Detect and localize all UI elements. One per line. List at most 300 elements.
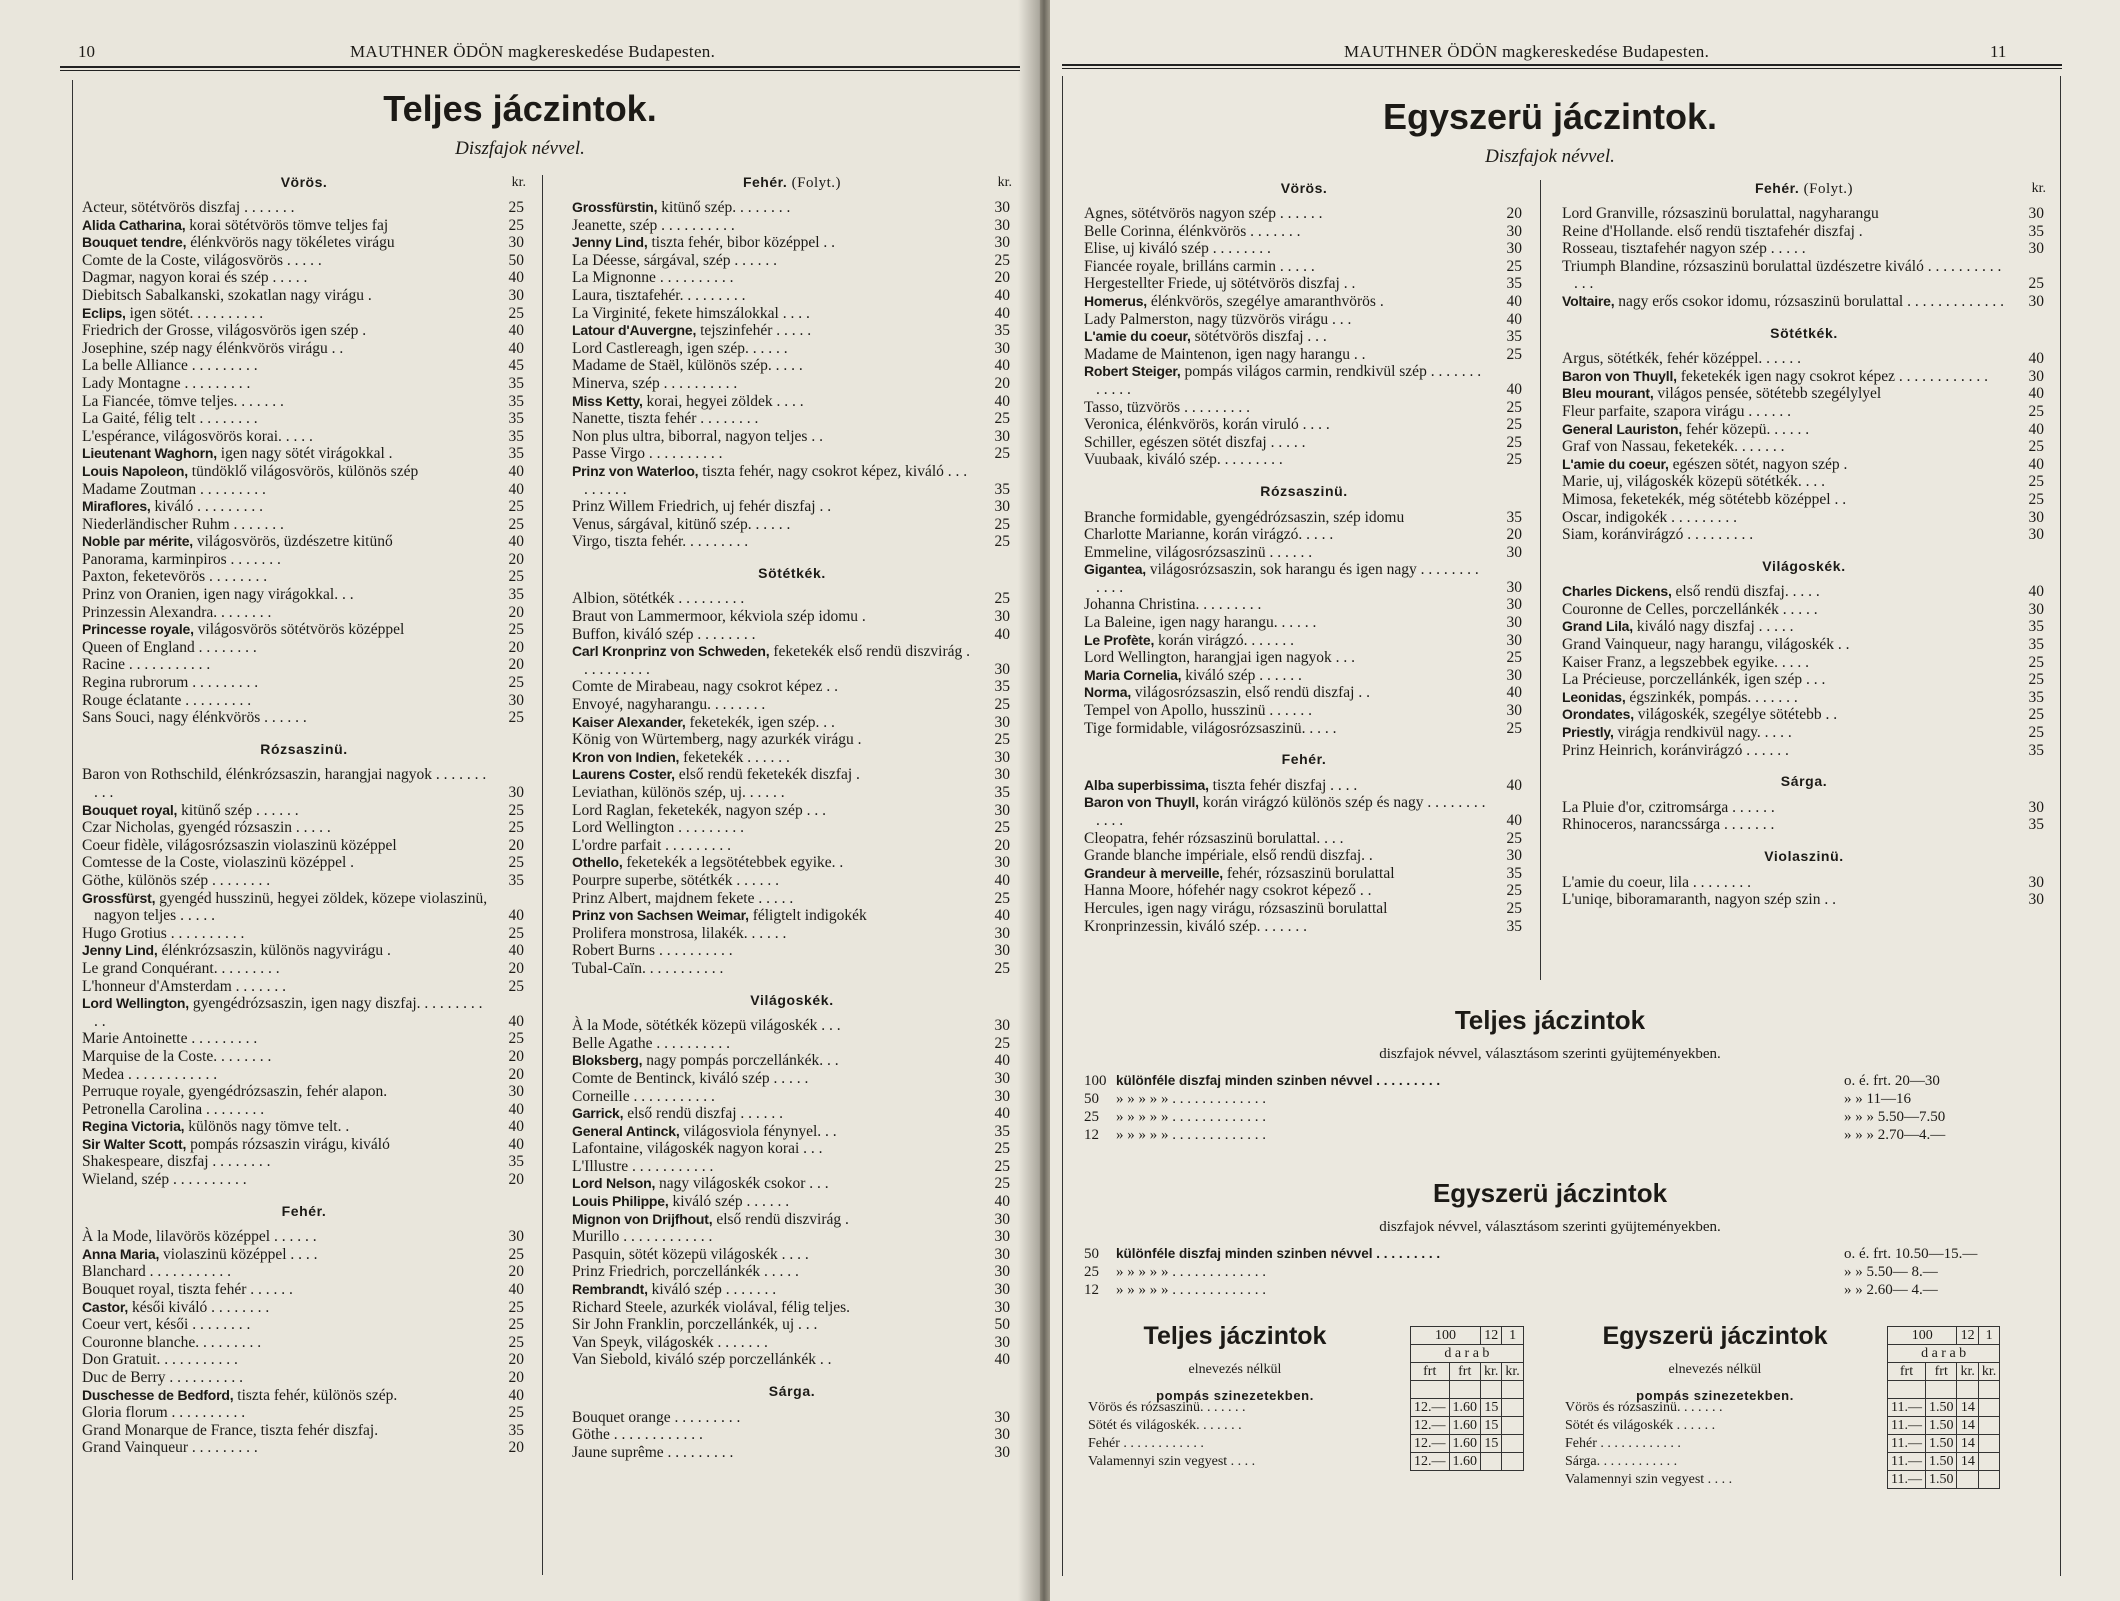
variety-description: Prinzessin Alexandra. . . . . . . . bbox=[82, 603, 272, 621]
variety-description: kiváló . . . . . . . . . bbox=[150, 498, 263, 516]
variety-price: 30 bbox=[1506, 847, 1522, 865]
collection-text: » » » » » . . . . . . . . . . . . . bbox=[1116, 1109, 1266, 1125]
variety-description: Oscar, indigokék . . . . . . . . . bbox=[1562, 508, 1738, 526]
variety-price: 40 bbox=[2028, 385, 2044, 403]
left-border-rule bbox=[72, 80, 73, 1580]
variety-description: Triumph Blandine, rózsaszinü borulattal üzdészetre kiváló . . . . . . . . . . . . . bbox=[1562, 257, 2002, 293]
section-header: Violaszinü. bbox=[1764, 848, 1844, 864]
variety-price: 30 bbox=[994, 1408, 1010, 1426]
variety-price: 30 bbox=[994, 1087, 1010, 1105]
list-item bbox=[572, 714, 1012, 732]
list-item bbox=[1084, 416, 1524, 434]
variety-description: Emmeline, világosrózsaszinü . . . . . . bbox=[1084, 543, 1313, 561]
collection-qty: 100 bbox=[1084, 1073, 1107, 1089]
variety-price: 25 bbox=[508, 1298, 524, 1316]
variety-price: 35 bbox=[994, 784, 1010, 801]
column-header-label: Vörös. bbox=[1280, 180, 1328, 196]
table-unit: kr. bbox=[1957, 1363, 1978, 1381]
list-item bbox=[1562, 223, 2046, 241]
list-item bbox=[82, 533, 526, 551]
variety-description: Wieland, szép . . . . . . . . . . bbox=[82, 1171, 247, 1189]
variety-description: Baron von Rothschild, élénkrózsaszin, harangjai nagyok . . . . . . . . . . bbox=[82, 766, 487, 801]
variety-description: La belle Alliance . . . . . . . . . bbox=[82, 357, 258, 375]
list-item bbox=[572, 854, 1012, 872]
section-header: Fehér. bbox=[1281, 751, 1327, 768]
variety-price: 25 bbox=[1506, 649, 1522, 667]
column-header bbox=[1084, 180, 1524, 199]
variety-description: Sir John Franklin, porczellánkék, uj . . . bbox=[572, 1316, 818, 1334]
right-column-2 bbox=[1562, 180, 2046, 909]
list-item bbox=[1084, 293, 1524, 311]
header-rule bbox=[1062, 64, 2062, 66]
variety-description: Rhinoceros, narancssárga . . . . . . . bbox=[1562, 816, 1775, 834]
variety-description: Fiancée royale, brilláns carmin . . . . . bbox=[1084, 257, 1315, 275]
variety-description: Buffon, kiváló szép . . . . . . . . bbox=[572, 625, 756, 643]
variety-price: 25 bbox=[508, 515, 524, 533]
section-header: Sötétkék. bbox=[758, 564, 826, 581]
variety-description: Lord Granville, rózsaszinü borulattal, nagyharangu bbox=[1562, 205, 1879, 222]
list-item bbox=[572, 1052, 1012, 1070]
variety-description: Elise, uj kiváló szép . . . . . . . . bbox=[1084, 240, 1271, 258]
variety-price: 30 bbox=[2028, 891, 2044, 909]
variety-description: különös nagy tömve telt. . bbox=[184, 1118, 350, 1136]
variety-name: Regina Victoria, bbox=[82, 1118, 185, 1135]
variety-price: 25 bbox=[994, 731, 1010, 749]
table-row bbox=[1562, 1417, 2000, 1435]
variety-price: 30 bbox=[994, 942, 1010, 960]
right-page bbox=[1050, 0, 2120, 1601]
variety-description: világosrózsaszin, első rendü diszfaj . . bbox=[1131, 684, 1370, 702]
variety-price: 20 bbox=[508, 1369, 524, 1386]
variety-description: Madame Zoutman . . . . . . . . . bbox=[82, 480, 266, 498]
variety-name: Prinz von Sachsen Weimar, bbox=[572, 907, 749, 924]
price-cell-empty bbox=[1502, 1417, 1523, 1435]
table-head-unit: d a r a b bbox=[1411, 1345, 1524, 1363]
column-header-suffix: (Folyt.) bbox=[791, 175, 842, 191]
variety-description: első rendü diszvirág . bbox=[712, 1210, 849, 1228]
variety-name: Baron von Thuyll, bbox=[1562, 367, 1677, 384]
list-item bbox=[82, 854, 526, 872]
variety-description: Pasquin, sötét közepü világoskék . . . . bbox=[572, 1245, 809, 1263]
list-item bbox=[1084, 667, 1524, 685]
variety-name: Princesse royale, bbox=[82, 621, 194, 638]
variety-description: Passe Virgo . . . . . . . . . . bbox=[572, 445, 723, 463]
variety-name: Voltaire, bbox=[1562, 292, 1615, 309]
variety-description: Johanna Christina. . . . . . . . . bbox=[1084, 596, 1262, 614]
column-divider bbox=[1540, 180, 1541, 980]
variety-name: Leonidas, bbox=[1562, 688, 1626, 705]
variety-price: 30 bbox=[994, 1210, 1010, 1228]
variety-name: Jenny Lind, bbox=[572, 234, 648, 251]
column-header-label: Fehér. (Folyt.) bbox=[1754, 180, 1854, 197]
variety-name: Louis Philippe, bbox=[572, 1193, 669, 1210]
list-item bbox=[1562, 473, 2046, 491]
variety-description: Sans Souci, nagy élénkvörös . . . . . . bbox=[82, 709, 307, 727]
variety-description: igen sötét. . . . . . . . . . bbox=[125, 304, 264, 322]
row-label: Valamennyi szin vegyest . . . . bbox=[1565, 1471, 1733, 1487]
list-item bbox=[572, 1409, 1012, 1427]
variety-description: kiváló szép . . . . . . . bbox=[647, 1281, 777, 1299]
list-item bbox=[1562, 799, 2046, 817]
list-item bbox=[82, 621, 526, 639]
variety-price: 25 bbox=[994, 1157, 1010, 1175]
variety-name: Carl Kronprinz von Schweden, bbox=[572, 643, 770, 660]
list-item bbox=[1562, 618, 2046, 636]
variety-price: 20 bbox=[508, 1065, 524, 1083]
collection-price: » » 2.60— 4.— bbox=[1844, 1282, 1938, 1298]
variety-description: La Gaité, félig telt . . . . . . . . bbox=[82, 410, 258, 428]
variety-price: 30 bbox=[994, 1228, 1010, 1246]
list-item bbox=[82, 1066, 526, 1084]
list-item bbox=[82, 890, 526, 925]
variety-description: Jeanette, szép . . . . . . . . . . bbox=[572, 216, 735, 234]
variety-price: 30 bbox=[1506, 702, 1522, 720]
list-item bbox=[82, 340, 526, 358]
list-item bbox=[82, 639, 526, 657]
collection-row bbox=[1084, 1109, 2044, 1127]
variety-description: világoskék, szegélye sötétebb . . bbox=[1633, 706, 1838, 724]
variety-price: 40 bbox=[1506, 776, 1522, 794]
list-item bbox=[572, 410, 1012, 428]
list-item bbox=[82, 410, 526, 428]
list-item bbox=[1084, 918, 1524, 936]
variety-price: 35 bbox=[2028, 741, 2044, 759]
collection-price: o. é. frt. 10.50—15.— bbox=[1844, 1246, 1978, 1262]
collection-qty: 50 bbox=[1084, 1091, 1099, 1107]
list-item bbox=[1084, 240, 1524, 258]
variety-price: 40 bbox=[2028, 350, 2044, 368]
variety-name: Prinz von Waterloo, bbox=[572, 462, 699, 479]
variety-price: 30 bbox=[994, 199, 1010, 216]
variety-price: 25 bbox=[2028, 490, 2044, 508]
variety-price: 40 bbox=[994, 357, 1010, 375]
list-item bbox=[1084, 544, 1524, 562]
variety-description: Grand Vainqueur . . . . . . . . . bbox=[82, 1439, 258, 1457]
variety-description: Laura, tisztafehér. . . . . . . . . bbox=[572, 286, 746, 304]
list-item bbox=[82, 1246, 526, 1264]
variety-price: 30 bbox=[1506, 596, 1522, 614]
list-item bbox=[572, 1263, 1012, 1281]
variety-name: Mignon von Drijfhout, bbox=[572, 1210, 713, 1227]
list-item bbox=[1562, 293, 2046, 311]
variety-description: Dagmar, nagyon korai és szép . . . . . bbox=[82, 269, 308, 287]
variety-description: L'amie du coeur, lila . . . . . . . . bbox=[1562, 873, 1751, 891]
variety-description: Prinz Friedrich, porczellánkék . . . . . bbox=[572, 1263, 799, 1281]
variety-price: 30 bbox=[994, 801, 1010, 819]
variety-name: Bloksberg, bbox=[572, 1052, 643, 1069]
right-column-1 bbox=[1084, 180, 1524, 935]
header-rule-thin bbox=[1062, 68, 2062, 69]
list-item bbox=[82, 925, 526, 943]
list-item bbox=[1084, 328, 1524, 346]
list-item bbox=[82, 481, 526, 499]
collection-qty: 25 bbox=[1084, 1264, 1099, 1280]
list-item bbox=[1084, 258, 1524, 276]
variety-description: À la Mode, lilavörös középpel . . . . . . bbox=[82, 1228, 317, 1246]
variety-name: Bouquet tendre, bbox=[82, 234, 187, 251]
price-100: 11.— bbox=[1888, 1417, 1926, 1435]
variety-description: első rendü diszfaj . . . . . . bbox=[623, 1105, 784, 1123]
list-item bbox=[1562, 350, 2046, 368]
variety-price: 25 bbox=[994, 696, 1010, 714]
variety-price: 30 bbox=[994, 1298, 1010, 1316]
list-item bbox=[572, 217, 1012, 235]
list-item bbox=[572, 608, 1012, 626]
box-title: Egyszerü jáczintok bbox=[1602, 1322, 1828, 1350]
variety-price: 35 bbox=[2028, 688, 2044, 706]
price-100: 12.— bbox=[1411, 1453, 1450, 1471]
variety-price: 25 bbox=[994, 1140, 1010, 1158]
list-item bbox=[572, 533, 1012, 551]
list-item bbox=[82, 942, 526, 960]
table-head: 1 bbox=[1502, 1327, 1523, 1345]
variety-description: feketekék . . . . . . bbox=[679, 748, 790, 766]
price-100: 11.— bbox=[1888, 1471, 1926, 1489]
variety-name: Orondates, bbox=[1562, 706, 1634, 723]
page-number: 10 bbox=[78, 42, 95, 61]
column-header bbox=[572, 174, 1012, 193]
variety-description: Belle Agathe . . . . . . . . . . bbox=[572, 1034, 730, 1052]
variety-name: Robert Steiger, bbox=[1084, 363, 1181, 380]
variety-price: 20 bbox=[508, 959, 524, 977]
list-item bbox=[1084, 720, 1524, 738]
variety-description: Hugo Grotius . . . . . . . . . . bbox=[82, 924, 245, 942]
variety-price: 40 bbox=[2028, 455, 2044, 473]
variety-description: első rendü feketekék diszfaj . bbox=[674, 766, 860, 784]
list-item bbox=[1084, 900, 1524, 918]
list-item bbox=[572, 1281, 1012, 1299]
variety-price: 35 bbox=[1506, 864, 1522, 882]
column-header-label: Vörös. bbox=[280, 174, 328, 190]
list-item bbox=[1562, 205, 2046, 223]
variety-price: 40 bbox=[508, 1012, 524, 1030]
variety-description: Albion, sötétkék . . . . . . . . . bbox=[572, 590, 745, 608]
variety-price: 30 bbox=[1506, 666, 1522, 684]
list-item bbox=[1084, 526, 1524, 544]
list-item bbox=[1562, 421, 2046, 439]
list-item bbox=[1084, 794, 1524, 829]
list-item bbox=[82, 1118, 526, 1136]
running-head: MAUTHNER ÖDÖN magkereskedése Budapesten. bbox=[1344, 42, 1710, 61]
column-divider bbox=[542, 175, 543, 1575]
variety-price: 40 bbox=[508, 907, 524, 925]
price-1: 14 bbox=[1957, 1399, 1978, 1417]
price-cell-empty bbox=[1502, 1435, 1523, 1453]
list-item bbox=[82, 445, 526, 463]
variety-price: 25 bbox=[508, 1030, 524, 1048]
variety-description: L'ordre parfait . . . . . . . . . bbox=[572, 836, 732, 854]
variety-price: 25 bbox=[508, 498, 524, 516]
section-header: Sötétkék. bbox=[1770, 324, 1838, 341]
variety-price: 30 bbox=[2028, 798, 2044, 816]
list-item bbox=[82, 393, 526, 411]
variety-description: korai sötétvörös tömve teljes faj bbox=[185, 216, 389, 234]
variety-description: Belle Corinna, élénkvörös . . . . . . . bbox=[1084, 222, 1301, 240]
list-item bbox=[1084, 346, 1524, 364]
box-subtitle-bold: pompás szinezetekben. bbox=[1156, 1388, 1314, 1403]
price-100: 11.— bbox=[1888, 1453, 1926, 1471]
list-item bbox=[1084, 509, 1524, 527]
left-column-1 bbox=[82, 174, 526, 1457]
variety-price: 30 bbox=[508, 691, 524, 709]
variety-price: 25 bbox=[2028, 724, 2044, 742]
variety-price: 20 bbox=[1506, 526, 1522, 544]
row-label: Vörös és rózsaszinü. . . . . . . bbox=[1565, 1399, 1723, 1415]
variety-price: 20 bbox=[508, 1439, 524, 1457]
table-unit: kr. bbox=[1978, 1363, 1999, 1381]
column-header bbox=[1562, 180, 2046, 199]
variety-price: 25 bbox=[994, 445, 1010, 463]
list-item bbox=[572, 1246, 1012, 1264]
price-1: 15 bbox=[1481, 1417, 1502, 1435]
list-item bbox=[572, 590, 1012, 608]
variety-price: 20 bbox=[508, 550, 524, 568]
list-item bbox=[572, 696, 1012, 714]
collection-price: o. é. frt. 20—30 bbox=[1844, 1073, 1940, 1089]
list-item bbox=[1084, 363, 1524, 398]
variety-description: világosrózsaszin, sok harangu és igen nagy . . . . . . . . . . . . bbox=[1096, 561, 1479, 596]
list-item bbox=[1084, 399, 1524, 417]
list-item bbox=[82, 586, 526, 604]
list-item bbox=[572, 305, 1012, 323]
variety-description: Robert Burns . . . . . . . . . . bbox=[572, 942, 733, 960]
variety-description: L'espérance, világosvörös korai. . . . . bbox=[82, 427, 313, 445]
variety-description: egészen sötét, nagyon szép . bbox=[1668, 455, 1848, 473]
column-header bbox=[82, 174, 526, 193]
variety-description: Friedrich der Grosse, világosvörös igen szép . bbox=[82, 322, 367, 340]
variety-description: Comte de Mirabeau, nagy csokrot képez . . bbox=[572, 678, 838, 696]
list-item bbox=[572, 1017, 1012, 1035]
list-item bbox=[82, 357, 526, 375]
list-item bbox=[572, 234, 1012, 252]
variety-description: Charlotte Marianne, korán virágzó. . . . . bbox=[1084, 526, 1334, 544]
variety-description: Rosseau, tisztafehér nagyon szép . . . . . bbox=[1562, 240, 1806, 258]
variety-price: 30 bbox=[1506, 578, 1522, 596]
price-100: 12.— bbox=[1411, 1399, 1450, 1417]
table-head-unit: d a r a b bbox=[1888, 1345, 2000, 1363]
variety-price: 40 bbox=[508, 533, 524, 551]
variety-price: 30 bbox=[994, 234, 1010, 252]
collection-row bbox=[1084, 1091, 2044, 1109]
list-item bbox=[572, 626, 1012, 644]
left-column-2 bbox=[572, 174, 1012, 1461]
list-item bbox=[572, 678, 1012, 696]
column-header-suffix: (Folyt.) bbox=[1803, 181, 1854, 197]
variety-description: féligtelt indigokék bbox=[748, 907, 867, 925]
variety-price: 35 bbox=[508, 1421, 524, 1439]
variety-price: 25 bbox=[508, 977, 524, 995]
list-item bbox=[82, 995, 526, 1030]
list-item bbox=[572, 1123, 1012, 1141]
list-item bbox=[1562, 240, 2046, 258]
price-12: 1.50 bbox=[1925, 1435, 1957, 1453]
list-item bbox=[572, 322, 1012, 340]
list-item bbox=[1084, 865, 1524, 883]
list-item bbox=[82, 234, 526, 252]
collection-qty: 12 bbox=[1084, 1282, 1099, 1298]
list-item bbox=[82, 1153, 526, 1171]
variety-description: Blanchard . . . . . . . . . . . bbox=[82, 1263, 231, 1281]
table-head: 12 bbox=[1481, 1327, 1502, 1345]
list-item bbox=[1562, 654, 2046, 672]
right-border-rule bbox=[2060, 76, 2061, 1576]
list-item bbox=[1084, 205, 1524, 223]
price-12: 1.50 bbox=[1925, 1417, 1957, 1435]
variety-price: 30 bbox=[994, 498, 1010, 516]
variety-description: nagy erős csokor idomu, rózsaszinü borulattal . . . . . . . . . . . . . bbox=[1614, 292, 2004, 310]
list-item bbox=[572, 357, 1012, 375]
collection-row bbox=[1084, 1264, 2044, 1282]
variety-description: korai, hegyei zöldek . . . . bbox=[642, 392, 804, 410]
variety-name: General Antinck, bbox=[572, 1122, 680, 1139]
variety-description: Fleur parfaite, szapora virágu . . . . . . bbox=[1562, 402, 1791, 420]
variety-description: Madame de Staël, különös szép. . . . . bbox=[572, 357, 803, 375]
variety-description: Argus, sötétkék, fehér középpel. . . . . . bbox=[1562, 350, 1802, 368]
variety-price: 40 bbox=[508, 1135, 524, 1153]
row-label: Valamennyi szin vegyest . . . . bbox=[1088, 1453, 1256, 1469]
variety-description: kiváló szép . . . . . . bbox=[1181, 666, 1302, 684]
variety-price: 40 bbox=[508, 1386, 524, 1404]
list-item bbox=[82, 978, 526, 996]
variety-price: 40 bbox=[994, 1052, 1010, 1070]
variety-description: Prinz Albert, majdnem fekete . . . . . bbox=[572, 889, 794, 907]
variety-name: Lord Wellington, bbox=[82, 995, 189, 1012]
variety-description: Diebitsch Sabalkanski, szokatlan nagy virágu . bbox=[82, 286, 372, 304]
variety-name: Rembrandt, bbox=[572, 1281, 648, 1298]
variety-price: 35 bbox=[1506, 275, 1522, 293]
column-price-header: kr. bbox=[511, 175, 526, 190]
list-item bbox=[1084, 649, 1524, 667]
variety-price: 30 bbox=[994, 766, 1010, 784]
list-item bbox=[572, 1175, 1012, 1193]
variety-price: 35 bbox=[2028, 618, 2044, 636]
list-item bbox=[572, 1035, 1012, 1053]
variety-price: 35 bbox=[508, 445, 524, 463]
variety-description: élénkrózsaszin, különös nagyvirágu . bbox=[157, 942, 391, 960]
variety-description: Envoyé, nagyharangu. . . . . . . . bbox=[572, 696, 766, 714]
table-unit: frt bbox=[1411, 1363, 1450, 1381]
variety-price: 25 bbox=[1506, 719, 1522, 737]
variety-description: élénkvörös nagy tökéletes virágu bbox=[186, 234, 395, 252]
collection-title: Egyszerü jáczintok bbox=[1432, 1178, 1668, 1208]
list-item bbox=[1084, 561, 1524, 596]
running-head: MAUTHNER ÖDÖN magkereskedése Budapesten. bbox=[350, 42, 716, 61]
variety-price: 40 bbox=[994, 286, 1010, 304]
variety-price: 25 bbox=[508, 801, 524, 819]
list-item bbox=[82, 1351, 526, 1369]
list-item bbox=[1562, 491, 2046, 509]
variety-description: élénkvörös, szegélye amaranthvörös . bbox=[1146, 292, 1384, 310]
list-item bbox=[572, 1088, 1012, 1106]
page-subtitle: Diszfajok névvel. bbox=[1485, 146, 1615, 167]
variety-description: Marquise de la Coste. . . . . . . . bbox=[82, 1047, 272, 1065]
variety-price: 20 bbox=[994, 374, 1010, 392]
list-item bbox=[572, 1105, 1012, 1123]
collection-row bbox=[1084, 1127, 2044, 1145]
variety-price: 25 bbox=[508, 568, 524, 586]
variety-price: 30 bbox=[994, 1426, 1010, 1444]
variety-price: 35 bbox=[2028, 636, 2044, 654]
variety-price: 25 bbox=[994, 251, 1010, 269]
variety-description: igen nagy sötét virágokkal . bbox=[216, 445, 393, 463]
variety-price: 35 bbox=[508, 427, 524, 445]
list-item bbox=[1084, 882, 1524, 900]
variety-description: virágja rendkivül nagy. . . . . bbox=[1613, 724, 1792, 742]
variety-description: kitünő szép . . . . . . bbox=[177, 801, 299, 819]
variety-description: Graf von Nassau, feketekék. . . . . . . bbox=[1562, 438, 1785, 456]
list-item bbox=[572, 287, 1012, 305]
variety-price: 35 bbox=[994, 1122, 1010, 1140]
